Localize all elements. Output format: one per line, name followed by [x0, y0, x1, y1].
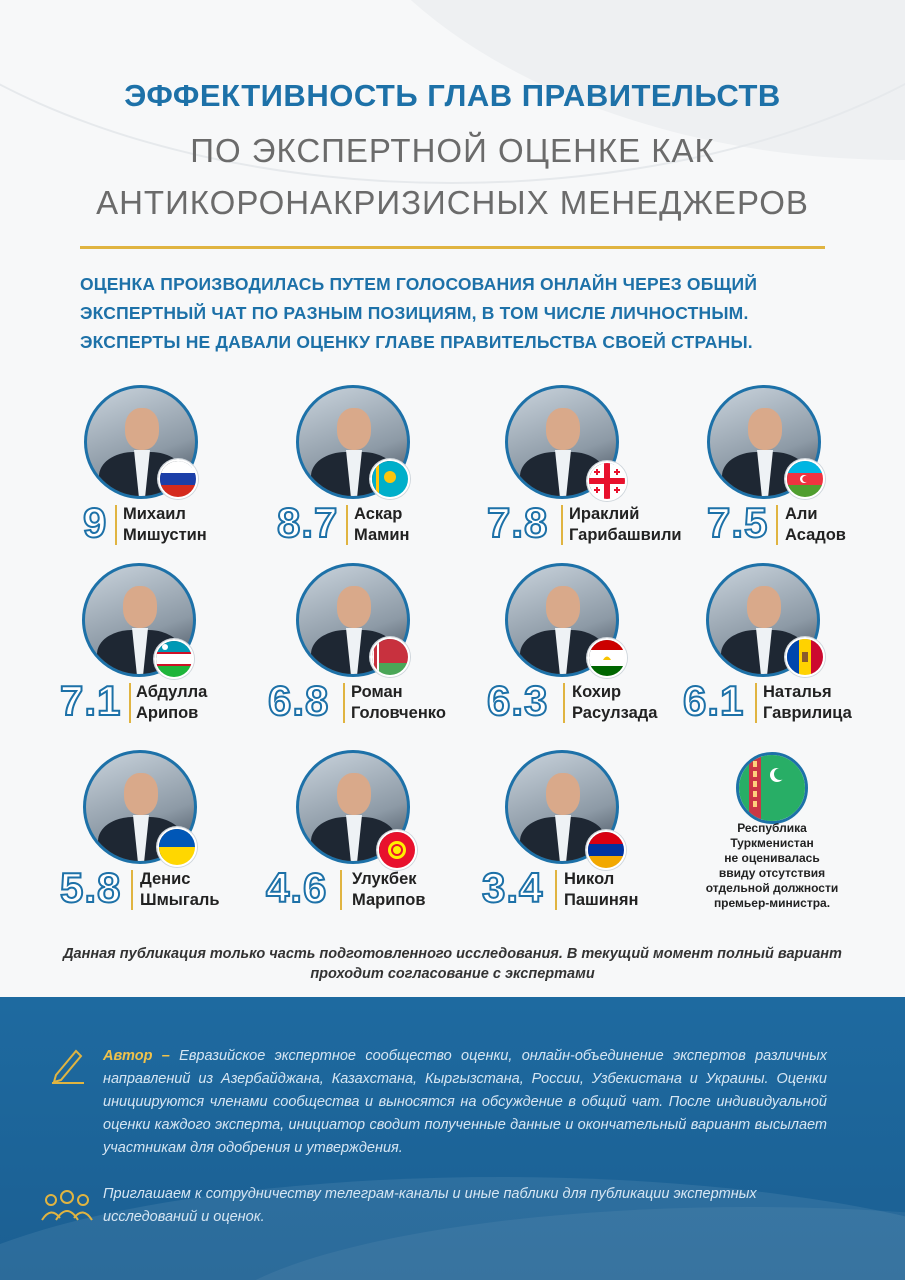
- score-divider: [129, 683, 131, 723]
- intro-text: ОЦЕНКА ПРОИЗВОДИЛАСЬ ПУТЕМ ГОЛОСОВАНИЯ ОНЛАЙН ЧЕРЕЗ ОБЩИЙ ЭКСПЕРТНЫЙ ЧАТ ПО РАЗНЫМ ПОЗИЦИЯМ, В ТОМ ЧИСЛЕ ЛИЧНОСТНЫМ. ЭКСПЕРТЫ НЕ ДАВАЛИ ОЦЕНКУ ГЛАВЕ ПРАВИТЕЛЬСТВА СВОЕЙ СТРАНЫ.: [80, 274, 758, 352]
- score: 6.1: [683, 677, 745, 724]
- score: 9: [83, 499, 108, 546]
- armenia-flag-icon: [586, 830, 626, 870]
- people-icon: [40, 1188, 94, 1222]
- score: 8.7: [277, 499, 339, 546]
- score: 4.6: [266, 864, 328, 911]
- score: 6.3: [487, 677, 549, 724]
- page-title: ЭФФЕКТИВНОСТЬ ГЛАВ ПРАВИТЕЛЬСТВ: [124, 78, 781, 113]
- person-card: [268, 563, 478, 733]
- score-divider: [131, 870, 133, 910]
- invite-text: Приглашаем к сотрудничеству телеграм-каналы и иные паблики для публикации экспертных исследований и оценок.: [103, 1186, 757, 1225]
- person-name: Наталья Гаврилица: [763, 683, 852, 722]
- person-name: Денис Шмыгаль: [140, 870, 220, 909]
- kazakhstan-flag-icon: [370, 459, 410, 499]
- person-card: [482, 750, 692, 920]
- person-name: Абдулла Арипов: [136, 683, 208, 722]
- kyrgyzstan-flag-icon: [377, 830, 417, 870]
- person-name: Михаил Мишустин: [123, 505, 207, 544]
- uzbekistan-flag-icon: [154, 639, 194, 679]
- score: 7.8: [487, 499, 549, 546]
- page-subtitle-line-2: АНТИКОРОНАКРИЗИСНЫХ МЕНЕДЖЕРОВ: [96, 184, 809, 221]
- score-divider: [340, 870, 342, 910]
- person-card: [487, 385, 697, 555]
- score: 7.5: [707, 499, 769, 546]
- georgia-flag-icon: [587, 461, 627, 501]
- score-divider: [115, 505, 117, 545]
- score-divider: [561, 505, 563, 545]
- divider: [80, 246, 825, 249]
- score: 7.1: [60, 677, 122, 724]
- person-card: [705, 385, 905, 555]
- belarus-flag-icon: [370, 637, 410, 677]
- score-divider: [563, 683, 565, 723]
- score-divider: [555, 870, 557, 910]
- moldova-flag-icon: [785, 637, 825, 677]
- azerbaijan-flag-icon: [785, 459, 825, 499]
- person-card: [683, 563, 893, 733]
- pen-icon: [48, 1045, 88, 1085]
- person-name: Ираклий Гарибашвили: [569, 505, 682, 544]
- person-name: Аскар Мамин: [354, 505, 410, 544]
- disclaimer: Данная публикация только часть подготовленного исследования. В текущий момент полный вариант проходит согласование с экспертами: [63, 946, 842, 982]
- person-name: Никол Пашинян: [564, 870, 639, 909]
- score-divider: [776, 505, 778, 545]
- score-divider: [346, 505, 348, 545]
- person-name: Кохир Расулзада: [572, 683, 658, 722]
- person-name: Роман Головченко: [351, 683, 446, 722]
- score-divider: [755, 683, 757, 723]
- person-card: [60, 750, 270, 920]
- tajikistan-flag-icon: [587, 638, 627, 678]
- person-card: [266, 750, 476, 920]
- person-card: [80, 385, 290, 555]
- person-card: [487, 563, 697, 733]
- person-name: Али Асадов: [785, 505, 846, 544]
- ukraine-flag-icon: [157, 827, 197, 867]
- score: 6.8: [268, 677, 330, 724]
- russia-flag-icon: [158, 459, 198, 499]
- person-card: [272, 385, 482, 555]
- page-subtitle-line-1: ПО ЭКСПЕРТНОЙ ОЦЕНКЕ КАК: [190, 132, 715, 169]
- turkmenistan-flag-icon: [736, 752, 808, 824]
- score-divider: [343, 683, 345, 723]
- turkmenistan-note: Республика Туркменистан не оценивалась ввиду отсутствия отдельной должности премьер-министра.: [705, 821, 839, 910]
- score: 3.4: [482, 864, 544, 911]
- author-text: Автор – Евразийское экспертное сообщество оценки, онлайн-объединение экспертов различных направлений из Азербайджана, Казахстана, Кыргызстана, России, Узбекистана и Украины. Оценки инициируются членами сообщества и выносятся на обсуждение в общий чат. После индивидуальной оценки каждого эксперта, инициатор сводит полученные данные и окончательный вариант высылает участникам для одобрения и утверждения.: [103, 1048, 827, 1156]
- person-name: Улукбек Марипов: [352, 870, 426, 909]
- score: 5.8: [60, 864, 122, 911]
- person-card: [55, 563, 265, 733]
